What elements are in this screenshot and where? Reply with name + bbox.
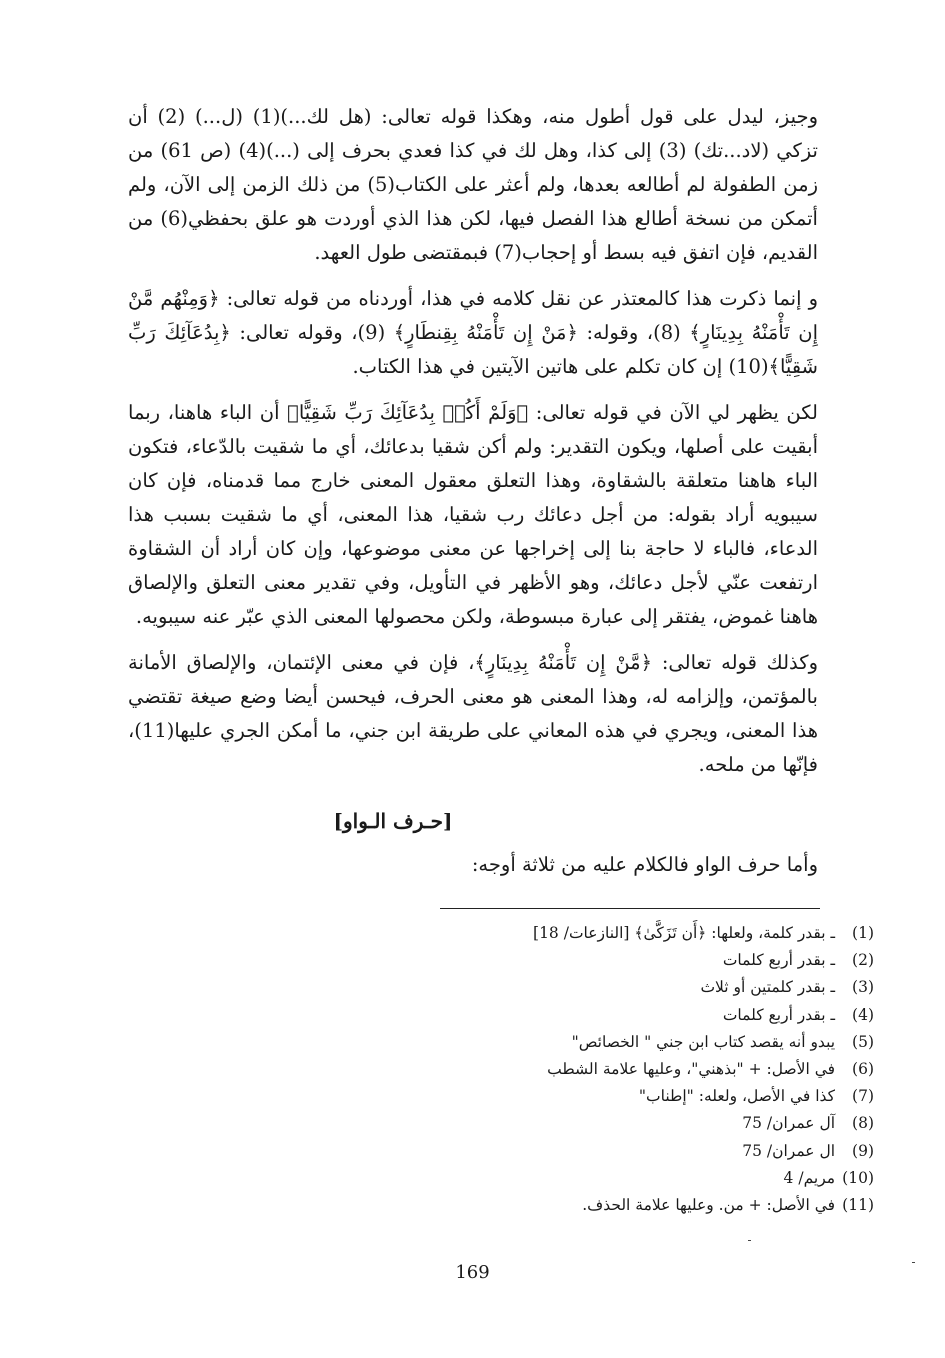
footnote-4 [380, 1002, 874, 1029]
footnote-9 [380, 1138, 874, 1165]
footnote-2 [380, 947, 874, 974]
footnote-6 [380, 1056, 874, 1083]
footnote-number: (3) [852, 978, 874, 997]
section-heading: [حـرف الـواو] [333, 809, 453, 833]
footnote-text: في الأصل: + من. وعليها علامة الحذف. [582, 1196, 836, 1215]
footnote-1 [380, 920, 874, 947]
footnote-number: (10) [842, 1168, 874, 1187]
footnote-text: ـ بقدر أربع كلمات [722, 951, 836, 970]
footnote-number: (9) [852, 1141, 874, 1160]
footnote-7 [380, 1083, 874, 1110]
footnote-3 [380, 974, 874, 1001]
footnote-text: في الأصل: + "بذهني"، وعليها علامة الشطب [547, 1060, 836, 1079]
paragraph-4: وكذلك قوله تعالى: ﴿مَّنْ إِن تَأْمَنْهُ بِدِينَارٍ﴾، فإن في معنى الإئتمان، والإلصاق الأمانة بالمؤتمن، وإلزامه له، وهذا المعنى هو معنى الحرف، فيحسن أيضا وضع صيغة تقتضي هذا المعنى، ويجري في هذه المعاني على طريقة ابن جني، ما أمكن الجري عليها(11)، فإنّها من ملحه. [128, 651, 818, 776]
scan-speck [748, 1240, 751, 1241]
footnote-number: (7) [852, 1087, 874, 1106]
section-intro: وأما حرف الواو فالكلام عليه من ثلاثة أوجه: [471, 853, 818, 876]
footnote-text: كذا في الأصل، ولعله: "إطناب" [638, 1087, 836, 1106]
page-number: 169 [455, 1262, 490, 1283]
paragraph-2: و إنما ذكرت هذا كالمعتذر عن نقل كلامه في هذا، أوردناه من قوله تعالى: ﴿وَمِنْهُم مَّنْ إِن تَأْمَنْهُ بِدِينَارٍ﴾ (8)، وقوله: ﴿مَنْ إِن تَأْمَنْهُ بِقِنطَارٍ﴾ (9)، وقوله تعالى: ﴿بِدُعَآئِكَ رَبِّ شَقِيًّا﴾(10) إن كان تكلم على هاتين الآيتين في هذا الكتاب. [128, 287, 818, 378]
footnote-text: ال عمران/ 75 [742, 1141, 836, 1160]
footnote-number: (4) [852, 1005, 874, 1024]
footnote-10 [380, 1165, 874, 1192]
footnote-number: (8) [852, 1114, 874, 1133]
footnote-text: ـ بقدر أربع كلمات [722, 1005, 836, 1024]
main-text [128, 100, 818, 894]
paragraph-1: وجيز، ليدل على قول أطول منه، وهكذا قوله تعالى: (هل لك...)(1) (ل...) (2) أن تزكي (لاد...تك) (3) إلى كذا، وهل لك في كذا فعدي بحرف إلى (...)(4) (ص 61) من زمن الطفولة لم أطالعه بعدها، ولم أعثر على الكتاب(5) من ذلك الزمن إلى الآن، ولم أتمكن من نسخة أطالع هذا الفصل فيها، لكن هذا الذي أوردت هو علق بحفظي(6) من القديم، فإن اتفق فيه بسط أو إحجاب(7) فبمقتضى طول العهد. [128, 105, 819, 264]
footnote-number: (5) [852, 1032, 874, 1051]
footnote-number: (1) [852, 924, 874, 942]
footnote-text: مريم/ 4 [783, 1168, 836, 1187]
footnote-text: ـ بقدر كلمتين أو ثلاث [700, 978, 836, 997]
footnote-number: (2) [852, 951, 874, 970]
footnotes [380, 920, 874, 1219]
footnote-text: يبدو أنه يقصد كتاب ابن جني " الخصائص" [571, 1032, 836, 1051]
paragraph-3: لكن يظهر لي الآن في قوله تعالى: ﴿وَلَمْ أَكُنۢ بِدُعَآئِكَ رَبِّ شَقِيًّا﴾ أن الباء هاهنا، ربما أبقيت على أصلها، ويكون التقدير: ولم أكن شقيا بدعائك، أي ما شقيت بالدّعاء، فتكون الباء هاهنا متعلقة بالشقاوة، وهذا التعلق معقول المعنى خارج مما قدمناه، فإن كان سيبويه أراد بقوله: من أجل دعائك رب شقيا، هذا المعنى، أي ما شقيت بسبب هذا الدعاء، فالباء لا حاجة بنا إلى إخراجها عن معنى موضوعها، وإن كان أراد أن الشقاوة ارتفعت عنّي لأجل دعائك، وهو الأظهر في التأويل، وفي تقدير معنى التعلق والإلصاق هاهنا غموض، يفتقر إلى عبارة مبسوطة، ولكن محصولها المعنى الذي عبّر عنه سيبويه. [128, 401, 818, 628]
footnote-separator [440, 908, 820, 909]
footnote-text: ـ بقدر كلمة، ولعلها: ﴿أَن تَزَكَّىٰ﴾ [النازعات/ 18] [533, 924, 836, 942]
footnote-number: (6) [852, 1060, 874, 1079]
footnote-5 [380, 1029, 874, 1056]
footnote-text: آل عمران/ 75 [742, 1114, 836, 1133]
footnote-8 [380, 1110, 874, 1137]
footnote-11 [380, 1192, 874, 1219]
footnote-number: (11) [842, 1196, 874, 1215]
